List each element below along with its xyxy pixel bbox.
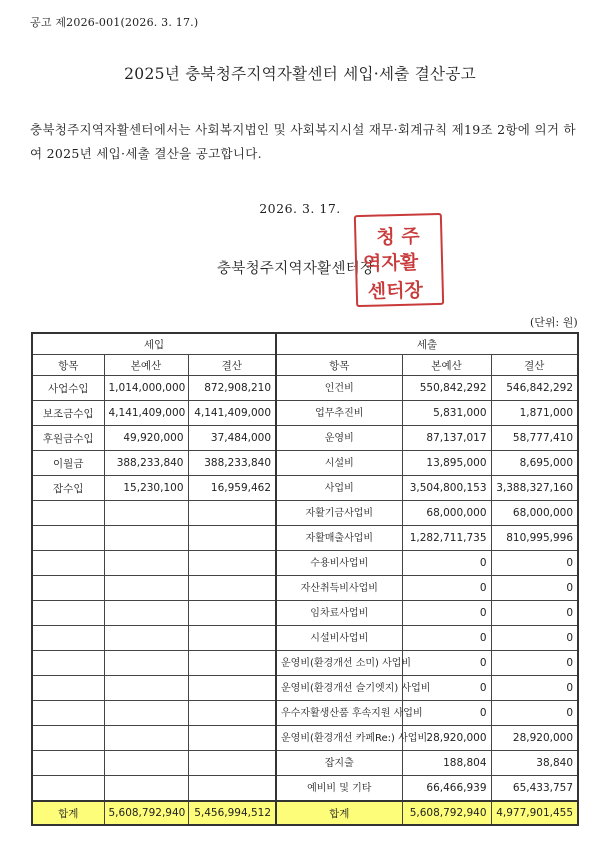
cell-rev-item: 보조금수입 [32,401,104,426]
cell-rev-budget [104,751,188,776]
cell-rev-budget [104,726,188,751]
table-row [32,526,578,551]
cell-rev-settle [188,626,276,651]
table-row [32,551,578,576]
cell-exp-budget: 188,804 [402,751,491,776]
cell-exp-settle: 0 [491,601,578,626]
cell-rev-budget [104,501,188,526]
unit-label: (단위: 원) [530,316,578,329]
cell-exp-item: 운영비(환경개선 소미) 사업비 [276,651,402,676]
table-row [32,576,578,601]
cell-rev-budget [104,701,188,726]
announcement-date: 2026. 3. 17. [259,201,341,216]
cell-rev-settle [188,501,276,526]
cell-exp-settle: 1,871,000 [491,401,578,426]
table-row [32,376,578,401]
cell-exp-budget: 0 [402,601,491,626]
cell-exp-item: 운영비 [276,426,402,451]
cell-exp-budget: 0 [402,676,491,701]
revenue-header: 세입 [32,333,276,355]
cell-exp-item: 예비비 및 기타 [276,776,402,802]
page-title: 2025년 충북청주지역자활센터 세입·세출 결산공고 [124,65,476,83]
cell-rev-budget: 388,233,840 [104,451,188,476]
table-row [32,751,578,776]
cell-exp-item: 사업비 [276,476,402,501]
cell-rev-budget: 1,014,000,000 [104,376,188,401]
cell-exp-item: 시설비 [276,451,402,476]
total-rev-label: 합계 [32,801,104,825]
cell-rev-item: 이월금 [32,451,104,476]
cell-exp-item: 업무추진비 [276,401,402,426]
cell-exp-item: 자활매출사업비 [276,526,402,551]
settlement-table [31,332,579,826]
cell-exp-settle: 0 [491,676,578,701]
cell-exp-settle: 810,995,996 [491,526,578,551]
cell-rev-item [32,751,104,776]
col-exp-item: 항목 [276,355,402,376]
notice-number: 공고 제2026-001(2026. 3. 17.) [30,16,199,29]
table-row [32,626,578,651]
total-rev-budget: 5,608,792,940 [104,801,188,825]
cell-exp-item: 수용비사업비 [276,551,402,576]
cell-rev-item: 잡수입 [32,476,104,501]
cell-rev-item [32,551,104,576]
total-row [32,801,578,825]
cell-exp-budget: 5,831,000 [402,401,491,426]
table-row [32,776,578,802]
cell-exp-budget: 0 [402,551,491,576]
cell-rev-settle [188,576,276,601]
table-row [32,601,578,626]
cell-rev-settle [188,726,276,751]
cell-rev-item [32,601,104,626]
cell-exp-item: 자산취득비사업비 [276,576,402,601]
cell-rev-item: 사업수입 [32,376,104,401]
cell-rev-budget: 49,920,000 [104,426,188,451]
cell-exp-budget: 0 [402,576,491,601]
total-rev-settle: 5,456,994,512 [188,801,276,825]
table-row [32,451,578,476]
cell-exp-budget: 0 [402,626,491,651]
table-row [32,651,578,676]
col-rev-item: 항목 [32,355,104,376]
total-exp-budget: 5,608,792,940 [402,801,491,825]
cell-exp-settle: 28,920,000 [491,726,578,751]
cell-rev-settle: 16,959,462 [188,476,276,501]
cell-exp-budget: 66,466,939 [402,776,491,802]
cell-exp-item: 임차료사업비 [276,601,402,626]
cell-exp-settle: 0 [491,701,578,726]
table-row [32,501,578,526]
cell-rev-item [32,776,104,802]
col-rev-budget: 본예산 [104,355,188,376]
cell-rev-settle [188,651,276,676]
col-rev-settle: 결산 [188,355,276,376]
table-row [32,401,578,426]
cell-rev-budget [104,576,188,601]
cell-rev-settle [188,676,276,701]
cell-rev-settle: 37,484,000 [188,426,276,451]
cell-exp-item: 운영비(환경개선 카페Re:) 사업비 [276,726,402,751]
cell-rev-settle: 872,908,210 [188,376,276,401]
cell-exp-budget: 0 [402,701,491,726]
cell-exp-settle: 8,695,000 [491,451,578,476]
table-row [32,701,578,726]
cell-exp-item: 자활기금사업비 [276,501,402,526]
cell-exp-budget: 28,920,000 [402,726,491,751]
cell-rev-item [32,526,104,551]
cell-rev-settle: 388,233,840 [188,451,276,476]
cell-exp-settle: 0 [491,626,578,651]
cell-rev-item [32,626,104,651]
cell-rev-settle [188,701,276,726]
total-exp-label: 합계 [276,801,402,825]
cell-exp-item: 잡지출 [276,751,402,776]
cell-rev-budget [104,676,188,701]
cell-exp-item: 시설비사업비 [276,626,402,651]
cell-exp-settle: 38,840 [491,751,578,776]
expenditure-header: 세출 [276,333,578,355]
cell-rev-settle [188,601,276,626]
cell-rev-settle: 4,141,409,000 [188,401,276,426]
table-row [32,726,578,751]
cell-exp-budget: 0 [402,651,491,676]
col-exp-budget: 본예산 [402,355,491,376]
cell-exp-settle: 3,388,327,160 [491,476,578,501]
cell-rev-item [32,501,104,526]
cell-rev-budget [104,526,188,551]
cell-exp-budget: 1,282,711,735 [402,526,491,551]
cell-exp-budget: 68,000,000 [402,501,491,526]
cell-rev-budget: 4,141,409,000 [104,401,188,426]
cell-rev-item: 후원금수입 [32,426,104,451]
cell-rev-settle [188,526,276,551]
cell-rev-settle [188,751,276,776]
body-text: 충북청주지역자활센터에서는 사회복지법인 및 사회복지시설 재무·회계규칙 제19조 2항에 의거 하여 2025년 세입·세출 결산을 공고합니다. [30,122,576,161]
cell-rev-budget: 15,230,100 [104,476,188,501]
cell-exp-settle: 68,000,000 [491,501,578,526]
cell-exp-budget: 3,504,800,153 [402,476,491,501]
table-row [32,676,578,701]
col-exp-settle: 결산 [491,355,578,376]
cell-rev-budget [104,626,188,651]
cell-exp-budget: 13,895,000 [402,451,491,476]
cell-exp-settle: 546,842,292 [491,376,578,401]
table-row [32,426,578,451]
cell-rev-settle [188,551,276,576]
cell-exp-budget: 550,842,292 [402,376,491,401]
cell-rev-item [32,651,104,676]
cell-exp-budget: 87,137,017 [402,426,491,451]
total-exp-settle: 4,977,901,455 [491,801,578,825]
cell-rev-budget [104,776,188,802]
cell-rev-item [32,676,104,701]
organization-name: 충북청주지역자활센터장 [217,261,375,277]
cell-exp-settle: 65,433,757 [491,776,578,802]
cell-rev-budget [104,651,188,676]
official-seal: 청 주 역자활 센터장 [354,213,444,307]
cell-rev-item [32,726,104,751]
cell-rev-budget [104,551,188,576]
cell-rev-budget [104,601,188,626]
cell-exp-settle: 0 [491,651,578,676]
cell-exp-settle: 0 [491,551,578,576]
cell-exp-item: 운영비(환경개선 슬기엣지) 사업비 [276,676,402,701]
table-row [32,476,578,501]
cell-rev-item [32,701,104,726]
cell-exp-settle: 58,777,410 [491,426,578,451]
cell-rev-settle [188,776,276,802]
cell-rev-item [32,576,104,601]
cell-exp-item: 인건비 [276,376,402,401]
cell-exp-settle: 0 [491,576,578,601]
cell-exp-item: 우수자활생산품 후속지원 사업비 [276,701,402,726]
